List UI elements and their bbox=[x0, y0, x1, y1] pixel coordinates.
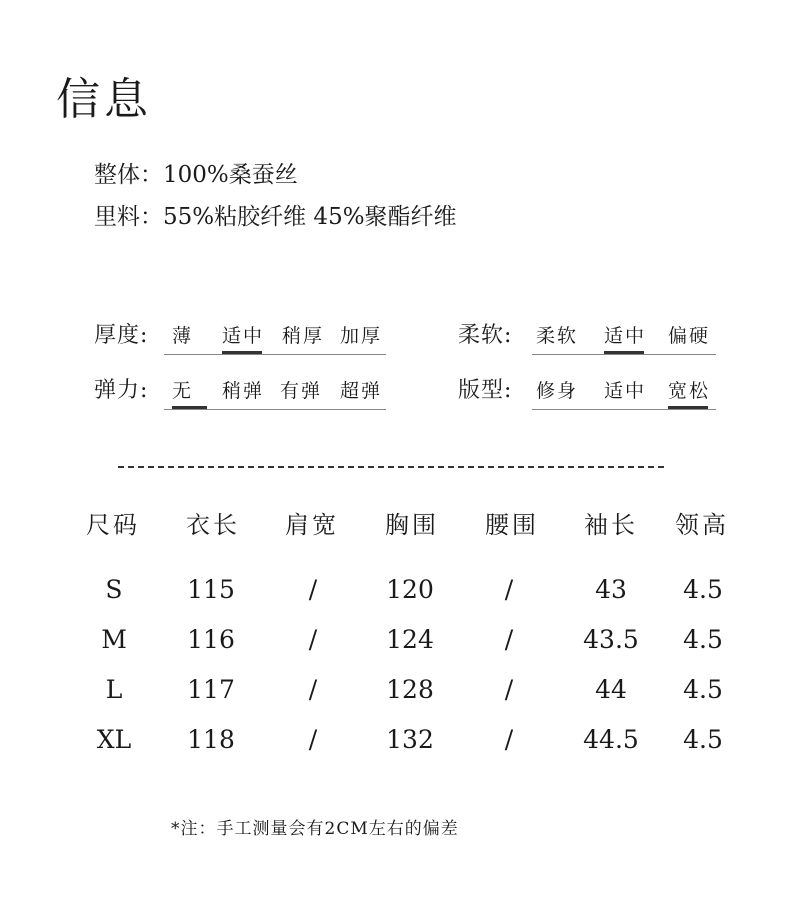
cell-length: 116 bbox=[187, 625, 235, 654]
cell-sleeve: 44 bbox=[595, 675, 627, 704]
cell-shoulder: / bbox=[308, 575, 318, 604]
thickness-option: 薄 bbox=[172, 325, 194, 347]
header-length: 衣长 bbox=[186, 511, 240, 539]
fit-options bbox=[532, 375, 716, 410]
header-size: 尺码 bbox=[86, 511, 140, 539]
cell-collar: 4.5 bbox=[683, 575, 723, 604]
softness-option: 偏硬 bbox=[668, 325, 711, 347]
page-title: 信息 bbox=[56, 74, 152, 125]
thickness-option: 稍厚 bbox=[282, 325, 325, 347]
cell-length: 115 bbox=[187, 575, 235, 604]
cell-shoulder: / bbox=[308, 725, 318, 754]
fit-option-selected: 宽松 bbox=[668, 377, 710, 405]
elasticity-options bbox=[164, 375, 386, 410]
cell-sleeve: 44.5 bbox=[583, 725, 639, 754]
spec-separator: ： bbox=[140, 162, 163, 188]
cell-sleeve: 43.5 bbox=[583, 625, 639, 654]
header-shoulder: 肩宽 bbox=[285, 511, 339, 539]
elasticity-label: 弹力: bbox=[94, 378, 149, 403]
spec-lining bbox=[94, 202, 457, 232]
header-sleeve: 袖长 bbox=[584, 511, 638, 539]
spec-separator: ： bbox=[140, 204, 163, 230]
cell-chest: 132 bbox=[386, 725, 434, 754]
cell-collar: 4.5 bbox=[683, 725, 723, 754]
header-waist: 腰围 bbox=[485, 511, 539, 539]
cell-shoulder: / bbox=[308, 675, 318, 704]
cell-collar: 4.5 bbox=[683, 625, 723, 654]
softness-option: 柔软 bbox=[536, 325, 579, 347]
spec-overall bbox=[94, 160, 298, 190]
cell-chest: 128 bbox=[386, 675, 434, 704]
softness-option-selected: 适中 bbox=[604, 322, 646, 350]
cell-size: L bbox=[105, 675, 123, 704]
fit-label: 版型: bbox=[458, 378, 513, 403]
thickness-option: 加厚 bbox=[340, 325, 383, 347]
cell-length: 118 bbox=[187, 725, 235, 754]
fit-option: 修身 bbox=[536, 380, 579, 402]
spec-label: 里料 bbox=[94, 204, 140, 230]
cell-size: S bbox=[105, 575, 123, 604]
cell-sleeve: 43 bbox=[595, 575, 627, 604]
elasticity-option: 稍弹 bbox=[222, 380, 265, 402]
thickness-options bbox=[164, 320, 386, 355]
cell-size: XL bbox=[96, 725, 132, 754]
header-chest: 胸围 bbox=[385, 511, 439, 539]
fit-option: 适中 bbox=[604, 380, 647, 402]
elasticity-option: 超弹 bbox=[340, 380, 383, 402]
cell-chest: 124 bbox=[386, 625, 434, 654]
dashed-divider bbox=[118, 466, 664, 468]
cell-collar: 4.5 bbox=[683, 675, 723, 704]
spec-label: 整体 bbox=[94, 162, 140, 188]
cell-waist: / bbox=[504, 625, 514, 654]
thickness-option-selected: 适中 bbox=[222, 322, 264, 350]
softness-label: 柔软: bbox=[458, 323, 513, 348]
softness-options bbox=[532, 320, 716, 355]
cell-length: 117 bbox=[187, 675, 235, 704]
spec-value: 55%粘胶纤维 45%聚酯纤维 bbox=[163, 204, 457, 230]
cell-size: M bbox=[101, 625, 127, 654]
cell-waist: / bbox=[504, 725, 514, 754]
header-collar: 领高 bbox=[675, 511, 729, 539]
elasticity-option-selected: 无 bbox=[172, 377, 209, 405]
cell-chest: 120 bbox=[386, 575, 434, 604]
spec-value: 100%桑蚕丝 bbox=[163, 162, 298, 188]
cell-waist: / bbox=[504, 575, 514, 604]
thickness-label: 厚度: bbox=[94, 323, 149, 348]
cell-shoulder: / bbox=[308, 625, 318, 654]
measurement-note: *注：手工测量会有2CM左右的偏差 bbox=[171, 819, 459, 839]
elasticity-option: 有弹 bbox=[280, 380, 323, 402]
cell-waist: / bbox=[504, 675, 514, 704]
